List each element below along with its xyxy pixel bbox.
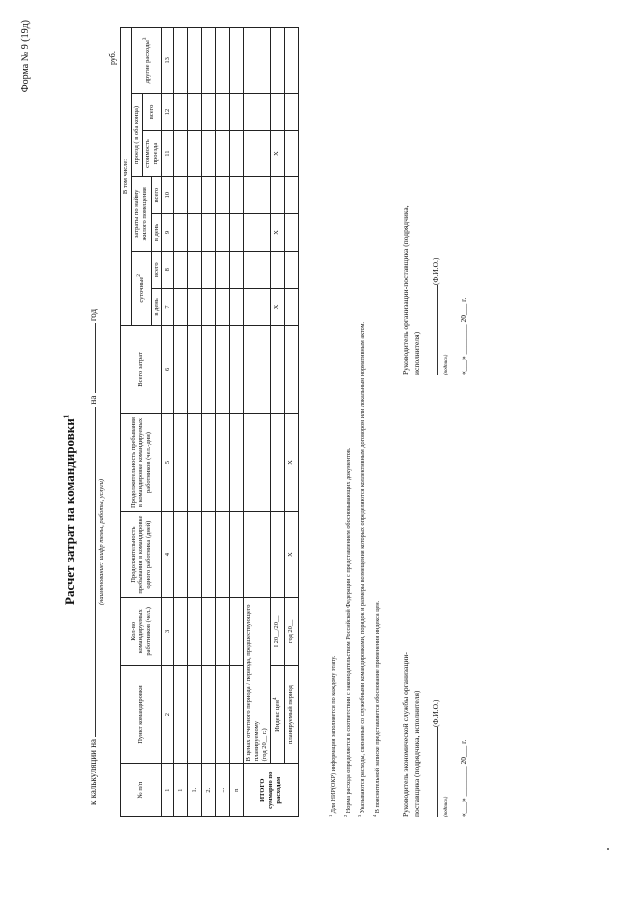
index-cell: [270, 665, 284, 764]
year-label: год: [88, 308, 98, 322]
header-daily-total: всего: [151, 251, 162, 288]
header-daily: [131, 251, 151, 326]
footnote: [340, 322, 355, 817]
index-label: Индекс цен: [274, 700, 282, 732]
header-lodging: затраты по найму жилого помещения: [131, 177, 151, 252]
sig-right-line1: Руководитель организации-поставщика (подрядчика,: [401, 205, 410, 375]
table-row: [216, 28, 230, 817]
footnote-num: 1: [328, 814, 333, 817]
footnote-num: 4: [371, 814, 377, 817]
header-ticket-cost: стоимость проезда: [142, 131, 162, 177]
col-number: 7: [162, 288, 174, 325]
header-travel-total: всего: [142, 93, 162, 130]
sig-left-fio: (Ф.И.О.): [431, 699, 440, 727]
to-calc-label: к калькуляции на: [88, 738, 98, 805]
col-number: 5: [162, 413, 174, 512]
prices-text: В ценах отчетного периода / периода, предшествующего планируемому: [245, 604, 261, 762]
itogo-label: ИТОГО: [259, 778, 267, 802]
col-number: 4: [162, 512, 174, 597]
planned-row: [284, 28, 298, 817]
col-number: 9: [162, 214, 174, 251]
page-title: [62, 415, 78, 605]
header-lodging-per-day: в день: [151, 214, 162, 251]
sig-right-line2: исполнителя): [412, 331, 421, 375]
sig-right-sign-hint: (подпись): [444, 354, 449, 375]
header-duration-all: Продолжительность пребывания в командировке командируемых работников (чел.-дни): [121, 413, 162, 512]
itogo-cell: [244, 764, 298, 817]
period-text: (год 20__ г.): [260, 728, 268, 762]
header-daily-text: суточные: [138, 276, 146, 303]
footnote-num: 2: [342, 814, 348, 817]
footnote-text: Для НИР(ОКР) информация заполняется по каждому этапу.: [330, 655, 338, 814]
work-name-hint: (наименование: шифр темы, работы, услуги): [98, 478, 105, 605]
row-number: 1: [174, 764, 188, 817]
table-row: [230, 28, 244, 817]
footnote: [354, 322, 369, 817]
cross-mark: Х: [270, 214, 284, 251]
col-number: 10: [162, 177, 174, 214]
header-count: Кол-во командируемых работников (чел.): [121, 597, 162, 665]
header-travel: проезд ( в оба конца): [131, 93, 142, 176]
sig-left-line1: Руководитель экономической службы организации-: [401, 652, 410, 817]
header-lodging-total: всего: [151, 177, 162, 214]
planned-period-label: планируемый период: [284, 665, 298, 764]
signature-block-economist: [400, 652, 469, 817]
footnote-num: 3: [357, 814, 363, 817]
form-number: Форма № 9 (19д): [20, 20, 31, 93]
col-number: 1: [162, 764, 174, 817]
sig-left-fio-blank: [437, 727, 438, 817]
row-number: ...: [216, 764, 230, 817]
col-number: 3: [162, 597, 174, 665]
col-number: 13: [162, 28, 174, 94]
cross-mark: Х: [284, 413, 298, 512]
table-row: [174, 28, 188, 817]
cross-mark: Х: [270, 131, 284, 177]
cross-mark: Х: [284, 512, 298, 597]
header-other: [131, 28, 162, 94]
row-number: 1.: [188, 764, 202, 817]
header-destination: Пункт командировки: [121, 665, 162, 764]
cross-mark: Х: [270, 288, 284, 325]
column-numbers-row: [162, 28, 174, 817]
sig-right-fio: (Ф.И.О.): [431, 257, 440, 285]
col-number: 8: [162, 251, 174, 288]
row-number: n: [230, 764, 244, 817]
header-other-sup: 3: [141, 37, 148, 41]
header-incl: В том числе:: [121, 28, 132, 326]
sig-left-sign-hint: (подпись): [444, 796, 449, 817]
footnote: [325, 322, 340, 817]
row-number: 2.: [202, 764, 216, 817]
footnote-text: Указываются расходы, связанные со служебными командировками, порядок и размеры возмещения которых определяются коллективным договором или локальным нормативным актом.: [359, 321, 367, 814]
footnotes: [325, 322, 383, 817]
table-row: [202, 28, 216, 817]
footnote: [369, 322, 384, 817]
prices-cell: [244, 597, 270, 764]
on-label: на: [88, 395, 98, 405]
footnote-text: В пояснительной записке представляется обоснование применения индекса цен.: [373, 600, 381, 814]
col-number: 12: [162, 93, 174, 130]
currency-label: руб.: [108, 51, 117, 65]
index-sup: 4: [272, 697, 279, 701]
sig-left-date: «___» ________ 20___ г.: [459, 739, 468, 817]
header-daily-sup: 2: [136, 274, 143, 277]
sig-right-date: «___» ________ 20___ г.: [459, 297, 468, 375]
expense-table: [120, 27, 299, 817]
header-num: № п/п: [121, 764, 162, 817]
col-number: 6: [162, 326, 174, 414]
work-name-blank: [85, 407, 96, 737]
calculation-reference-line: [85, 309, 98, 805]
header-other-text: другие расходы: [143, 40, 151, 84]
planned-year-label: год 20__: [284, 597, 298, 665]
year-blank: [85, 323, 96, 393]
col-number: 2: [162, 665, 174, 764]
index-value: I 20__/20__: [270, 597, 284, 665]
scan-speck: [607, 848, 609, 850]
itogo-prices-row: [244, 28, 270, 817]
summary-label: суммарно по расходам: [267, 771, 282, 809]
sig-right-fio-blank: [437, 285, 438, 375]
sig-left-line2: поставщика (подрядчика, исполнителя): [412, 690, 421, 817]
footnote-text: Норма расхода определяется в соответствии с законодательством Российской Федерации с представлением обосновывающих документов.: [344, 447, 352, 814]
index-row: [270, 28, 284, 817]
table-row: [188, 28, 202, 817]
title-footnote-mark: 1: [62, 414, 71, 419]
col-number: 11: [162, 131, 174, 177]
header-total: Всего затрат: [121, 326, 162, 414]
header-duration-one: Продолжительность пребывания в командировке одного работника (дней): [121, 512, 162, 597]
title-text: Расчет затрат на командировки: [62, 418, 77, 605]
header-daily-per-day: в день: [151, 288, 162, 325]
signature-block-director: [400, 205, 469, 375]
